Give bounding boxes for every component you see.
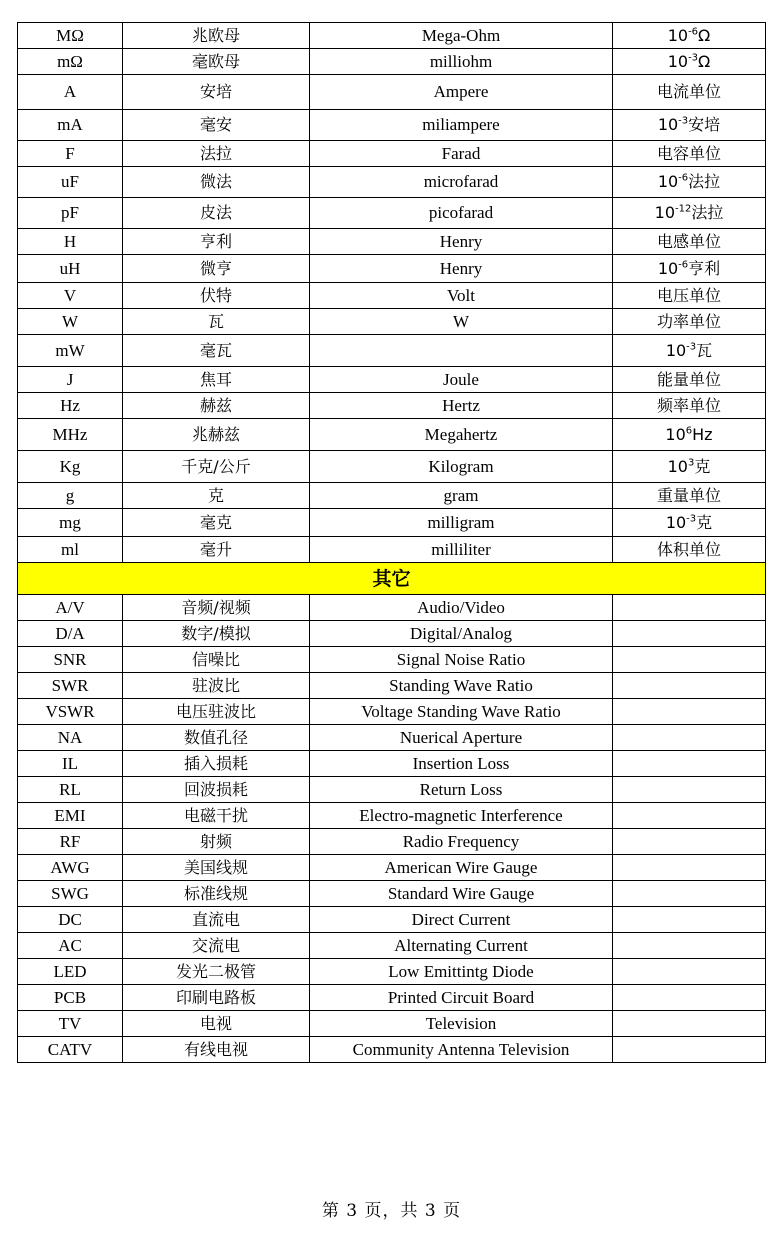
english-name-cell: Kilogram [310,451,613,483]
chinese-name-cell: 交流电 [123,933,310,959]
table-row [18,647,766,673]
table-row [18,483,766,509]
table-row [18,829,766,855]
chinese-name-cell: 标准线规 [123,881,310,907]
abbr-cell: VSWR [18,699,123,725]
table-row [18,803,766,829]
table-row [18,751,766,777]
note-cell [613,647,766,673]
abbr-cell: Kg [18,451,123,483]
table-row [18,167,766,198]
note-unit: 法拉 [691,203,724,222]
note-exponent: -3 [686,513,697,525]
note-exponent: -3 [688,52,699,64]
english-name-cell: Community Antenna Television [310,1037,613,1063]
abbr-cell: SWR [18,673,123,699]
section-title: 其它 [18,563,766,595]
note-cell [613,907,766,933]
note-base: 功率单位 [656,311,721,331]
abbr-cell: MHz [18,419,123,451]
note-unit: Ω [698,51,711,71]
note-base: 能量单位 [656,369,721,389]
abbr-cell: uF [18,167,123,198]
page-footer: 第 3 页，共 3 页 [321,1201,462,1221]
chinese-name-cell: 印刷电路板 [123,985,310,1011]
english-name-cell: Standard Wire Gauge [310,881,613,907]
abbr-cell: mΩ [18,49,123,75]
english-name-cell: Electro-magnetic Interference [310,803,613,829]
english-name-cell: Henry [310,229,613,255]
note-cell [613,451,766,483]
table-row [18,229,766,255]
note-cell [613,803,766,829]
english-name-cell: Digital/Analog [310,621,613,647]
note-unit: Ω [698,25,711,45]
table-row [18,393,766,419]
english-name-cell: American Wire Gauge [310,855,613,881]
english-name-cell: milliohm [310,49,613,75]
note-cell [613,959,766,985]
note-base: 10 [657,172,679,191]
abbr-cell: mW [18,335,123,367]
english-name-cell: miliampere [310,110,613,141]
abbr-cell: RF [18,829,123,855]
note-unit: 安培 [688,115,721,134]
table-row [18,537,766,563]
english-name-cell: Low Emittintg Diode [310,959,613,985]
note-exponent: 6 [685,425,693,437]
chinese-name-cell: 毫升 [123,537,310,563]
section-header-row [18,563,766,595]
english-name-cell: Nuerical Aperture [310,725,613,751]
note-base: 10 [665,340,687,360]
english-name-cell: Farad [310,141,613,167]
table-row [18,451,766,483]
note-base: 10 [657,258,679,278]
abbr-cell: MΩ [18,23,123,49]
chinese-name-cell: 毫克 [123,509,310,537]
abbr-cell: ml [18,537,123,563]
note-exponent: -3 [678,115,689,127]
note-base: 频率单位 [656,395,721,415]
english-name-cell: milliliter [310,537,613,563]
note-base: 电压单位 [656,285,721,305]
chinese-name-cell: 兆赫兹 [123,419,310,451]
chinese-name-cell: 回波损耗 [123,777,310,803]
chinese-name-cell: 有线电视 [123,1037,310,1063]
note-cell [613,595,766,621]
note-cell [613,725,766,751]
note-cell [613,23,766,49]
english-name-cell: milligram [310,509,613,537]
abbr-cell: RL [18,777,123,803]
chinese-name-cell: 亨利 [123,229,310,255]
table-row [18,23,766,49]
abbr-cell: uH [18,255,123,283]
abbr-cell: A [18,75,123,110]
chinese-name-cell: 美国线规 [123,855,310,881]
table-row [18,985,766,1011]
note-cell [613,621,766,647]
table-row [18,49,766,75]
note-base: 电感单位 [656,231,721,251]
chinese-name-cell: 驻波比 [123,673,310,699]
chinese-name-cell: 信噪比 [123,647,310,673]
english-name-cell: W [310,309,613,335]
abbr-cell: A/V [18,595,123,621]
note-cell [613,419,766,451]
note-unit: 法拉 [688,172,721,191]
abbr-cell: mg [18,509,123,537]
abbr-cell: LED [18,959,123,985]
note-cell [613,509,766,537]
note-base: 10 [665,424,686,444]
note-unit: 克 [696,512,713,532]
abbr-cell: Hz [18,393,123,419]
note-base: 电容单位 [656,143,721,163]
chinese-name-cell: 直流电 [123,907,310,933]
english-name-cell: Megahertz [310,419,613,451]
note-cell [613,335,766,367]
table-row [18,283,766,309]
chinese-name-cell: 毫瓦 [123,335,310,367]
abbr-cell: V [18,283,123,309]
abbr-cell: J [18,367,123,393]
chinese-name-cell: 安培 [123,75,310,110]
note-cell [613,855,766,881]
note-cell [613,393,766,419]
table-row [18,335,766,367]
note-cell [613,75,766,110]
english-name-cell: Television [310,1011,613,1037]
english-name-cell: microfarad [310,167,613,198]
note-unit: 克 [694,456,711,476]
note-cell [613,255,766,283]
table-row [18,198,766,229]
note-cell [613,933,766,959]
abbr-cell: NA [18,725,123,751]
english-name-cell: Voltage Standing Wave Ratio [310,699,613,725]
note-base: 10 [667,51,689,71]
note-cell [613,751,766,777]
chinese-name-cell: 毫欧母 [123,49,310,75]
english-name-cell: picofarad [310,198,613,229]
chinese-name-cell: 数值孔径 [123,725,310,751]
table-row [18,1037,766,1063]
abbr-cell: pF [18,198,123,229]
chinese-name-cell: 数字/模拟 [123,621,310,647]
abbr-cell: SWG [18,881,123,907]
table-row [18,1011,766,1037]
note-unit: 瓦 [696,340,713,360]
note-unit: 亨利 [688,258,721,278]
english-name-cell [310,335,613,367]
chinese-name-cell: 毫安 [123,110,310,141]
chinese-name-cell: 微法 [123,167,310,198]
abbr-cell: TV [18,1011,123,1037]
chinese-name-cell: 伏特 [123,283,310,309]
table-row [18,881,766,907]
abbr-cell: W [18,309,123,335]
english-name-cell: Direct Current [310,907,613,933]
note-exponent: -6 [678,259,689,271]
english-name-cell: Mega-Ohm [310,23,613,49]
table-row [18,419,766,451]
table-row [18,959,766,985]
english-name-cell: Volt [310,283,613,309]
note-cell [613,537,766,563]
table-row [18,509,766,537]
note-exponent: -3 [686,341,697,353]
abbr-cell: DC [18,907,123,933]
chinese-name-cell: 克 [123,483,310,509]
table-row [18,855,766,881]
note-cell [613,1011,766,1037]
english-name-cell: Signal Noise Ratio [310,647,613,673]
abbr-cell: IL [18,751,123,777]
chinese-name-cell: 焦耳 [123,367,310,393]
abbr-cell: AC [18,933,123,959]
english-name-cell: Standing Wave Ratio [310,673,613,699]
note-base: 10 [667,456,688,476]
note-cell [613,985,766,1011]
table-row [18,907,766,933]
table-row [18,933,766,959]
abbr-cell: PCB [18,985,123,1011]
note-cell [613,777,766,803]
note-base: 10 [657,115,679,134]
abbr-cell: D/A [18,621,123,647]
note-cell [613,483,766,509]
note-unit: Hz [692,424,713,444]
chinese-name-cell: 微亨 [123,255,310,283]
note-cell [613,699,766,725]
note-cell [613,673,766,699]
abbr-cell: g [18,483,123,509]
note-base: 电流单位 [656,82,721,101]
abbr-cell: CATV [18,1037,123,1063]
english-name-cell: Ampere [310,75,613,110]
note-cell [613,141,766,167]
english-name-cell: Return Loss [310,777,613,803]
units-table [17,22,766,1063]
note-cell [613,829,766,855]
english-name-cell: Audio/Video [310,595,613,621]
note-base: 重量单位 [656,485,721,505]
note-exponent: 3 [687,457,695,469]
abbr-cell: mA [18,110,123,141]
table-row [18,367,766,393]
note-cell [613,167,766,198]
chinese-name-cell: 千克/公斤 [123,451,310,483]
table-row [18,699,766,725]
chinese-name-cell: 射频 [123,829,310,855]
table-row [18,141,766,167]
chinese-name-cell: 法拉 [123,141,310,167]
abbr-cell: F [18,141,123,167]
english-name-cell: Henry [310,255,613,283]
english-name-cell: gram [310,483,613,509]
table-row [18,725,766,751]
table-row [18,673,766,699]
note-cell [613,198,766,229]
table-row [18,621,766,647]
english-name-cell: Radio Frequency [310,829,613,855]
note-cell [613,283,766,309]
abbr-cell: SNR [18,647,123,673]
note-cell [613,367,766,393]
units-table-body [18,23,766,1063]
table-row [18,255,766,283]
note-cell [613,229,766,255]
english-name-cell: Printed Circuit Board [310,985,613,1011]
table-row [18,777,766,803]
note-base: 10 [654,203,675,222]
chinese-name-cell: 音频/视频 [123,595,310,621]
note-base: 10 [665,512,687,532]
chinese-name-cell: 兆欧母 [123,23,310,49]
chinese-name-cell: 插入损耗 [123,751,310,777]
note-exponent: -12 [675,203,692,215]
note-base: 10 [667,25,689,45]
chinese-name-cell: 赫兹 [123,393,310,419]
note-cell [613,309,766,335]
note-exponent: -6 [678,172,689,184]
english-name-cell: Joule [310,367,613,393]
chinese-name-cell: 电磁干扰 [123,803,310,829]
note-cell [613,1037,766,1063]
note-exponent: -6 [688,26,699,38]
chinese-name-cell: 电视 [123,1011,310,1037]
chinese-name-cell: 发光二极管 [123,959,310,985]
note-cell [613,110,766,141]
chinese-name-cell: 瓦 [123,309,310,335]
english-name-cell: Hertz [310,393,613,419]
table-row [18,595,766,621]
chinese-name-cell: 电压驻波比 [123,699,310,725]
chinese-name-cell: 皮法 [123,198,310,229]
english-name-cell: Insertion Loss [310,751,613,777]
abbr-cell: AWG [18,855,123,881]
table-row [18,309,766,335]
english-name-cell: Alternating Current [310,933,613,959]
note-cell [613,49,766,75]
note-base: 体积单位 [656,539,721,559]
table-row [18,110,766,141]
note-cell [613,881,766,907]
abbr-cell: H [18,229,123,255]
table-row [18,75,766,110]
abbr-cell: EMI [18,803,123,829]
